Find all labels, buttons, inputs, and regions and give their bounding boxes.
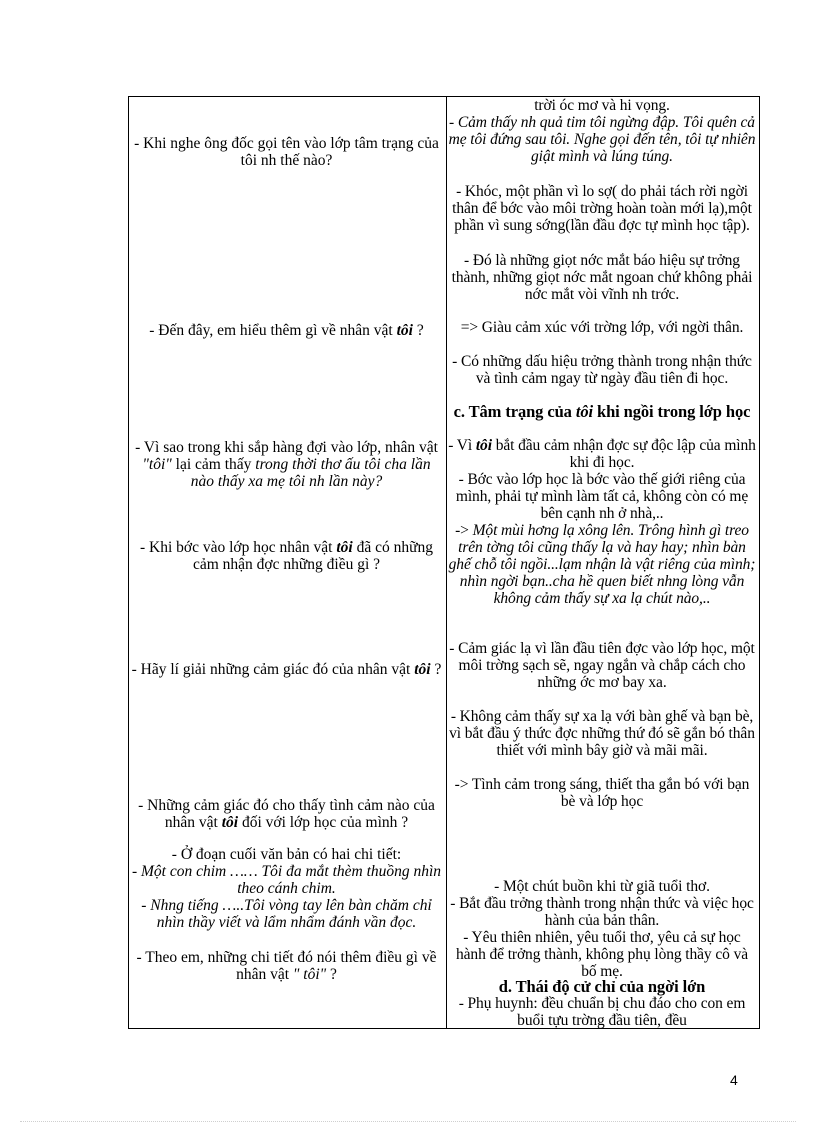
question-7-detail-2: - Nhng tiếng …..Tôi vòng tay lên bàn chăm chỉ nhìn thầy viết và lẩm nhẩm đánh vần đọc. [141,897,432,931]
question-7-detail-1: - Một con chim …… Tôi đa mắt thèm thuồng nhìn theo cánh chim. [131,863,442,897]
answer-line: - Một chút buồn khi từ giã tuổi thơ. [494,878,710,895]
question-5: - Hãy lí giải những cảm giác đó của nhân vật tôi ? [131,661,442,678]
section-heading-c: c. Tâm trạng của tôi khi ngồi trong lớp học [453,402,751,421]
question-2: - Đến đây, em hiểu thêm gì về nhân vật tôi ? [149,322,424,339]
question-8: - Theo em, những chi tiết đó nói thêm điều gì về nhân vật " tôi" ? [136,949,437,983]
answer-line: - Không cảm thấy sự xa lạ với bàn ghế và bạn bè, vì bắt đầu ý thức đợc những thứ đó sẽ gắn bó thân thiết với mình bây giờ và mãi mãi. [449,708,755,759]
question-7-intro: - Ở đoạn cuối văn bản có hai chi tiết: [171,846,402,863]
answer-line: => Giàu cảm xúc với trờng lớp, với ngời thân. [460,319,744,336]
question-3: - Vì sao trong khi sắp hàng đợi vào lớp, nhân vật "tôi" lại cảm thấy trong thời thơ ấu tôi cha lần nào thấy xa mẹ tôi nh lần này? [135,439,438,490]
answer-line: - Cảm giác lạ vì lần đầu tiên đợc vào lớp học, một môi trờng sạch sẽ, ngay ngắn và chắp cách cho những ớc mơ bay xa. [449,640,755,691]
lesson-table [128,96,760,1029]
answer-line: - Bớc vào lớp học là bớc vào thế giới riêng của mình, phải tự mình làm tất cả, không còn có mẹ bên cạnh nh ở nhà,.. [455,471,749,522]
section-heading-d: d. Thái độ cử chỉ của ngời lớn [498,977,706,996]
question-1: - Khi nghe ông đốc gọi tên vào lớp tâm trạng của tôi nh thế nào? [134,135,439,169]
answer-line: - Bắt đầu trởng thành trong nhận thức và việc học hành của bản thân. [450,895,754,929]
page-number: 4 [730,1072,738,1088]
question-4: - Khi bớc vào lớp học nhân vật tôi đã có những cảm nhận đợc những điều gì ? [140,539,433,573]
answer-line: trời óc mơ và hi vọng. [534,97,670,114]
answer-line: - Yêu thiên nhiên, yêu tuổi thơ, yêu cả sự học hành để trởng thành, không phụ lòng thầy cô và bố mẹ. [455,929,748,980]
answer-line: -> Một mùi hơng lạ xông lên. Trông hình gì treo trên tờng tôi cũng thấy lạ và hay hay; nhìn bàn ghế chỗ tôi ngồi...lạm nhận là vật riêng của mình; nhìn ngời bạn..cha hề quen biết nhng lòng vẫn không cảm thấy sự xa lạ chút nào,.. [448,522,756,607]
answers-column [447,97,760,1029]
table-row [129,97,760,1029]
answer-line: - Cảm thấy nh quả tim tôi ngừng đập. Tôi quên cả mẹ tôi đứng sau tôi. Nghe gọi đến tên, tôi tự nhiên giật mình và lúng túng. [448,114,756,165]
answer-line: - Vì tôi bắt đầu cảm nhận đợc sự độc lập của mình khi đi học. [448,437,756,471]
page-bottom-divider [20,1121,796,1122]
answer-line: - Có những dấu hiệu trởng thành trong nhận thức và tình cảm ngay từ ngày đầu tiên đi học. [452,353,752,387]
answer-line: - Phụ huynh: đều chuẩn bị chu đáo cho con em buổi tựu trờng đầu tiên, đều [458,995,746,1029]
question-6: - Những cảm giác đó cho thấy tình cảm nào của nhân vật tôi đối với lớp học của mình ? [138,797,435,831]
answer-line: - Khóc, một phần vì lo sợ( do phải tách rời ngời thân để bớc vào môi trờng hoàn toàn mới lạ),một phần vì sung sớng(lần đầu đợc tự mình học tập). [452,183,752,234]
answer-line: -> Tình cảm trong sáng, thiết tha gắn bó với bạn bè và lớp học [454,776,750,810]
answer-line: - Đó là những giọt nớc mắt báo hiệu sự trởng thành, những giọt nớc mắt ngoan chứ không phải nớc mắt vòi vĩnh nh trớc. [451,252,753,303]
questions-column [129,97,447,1029]
